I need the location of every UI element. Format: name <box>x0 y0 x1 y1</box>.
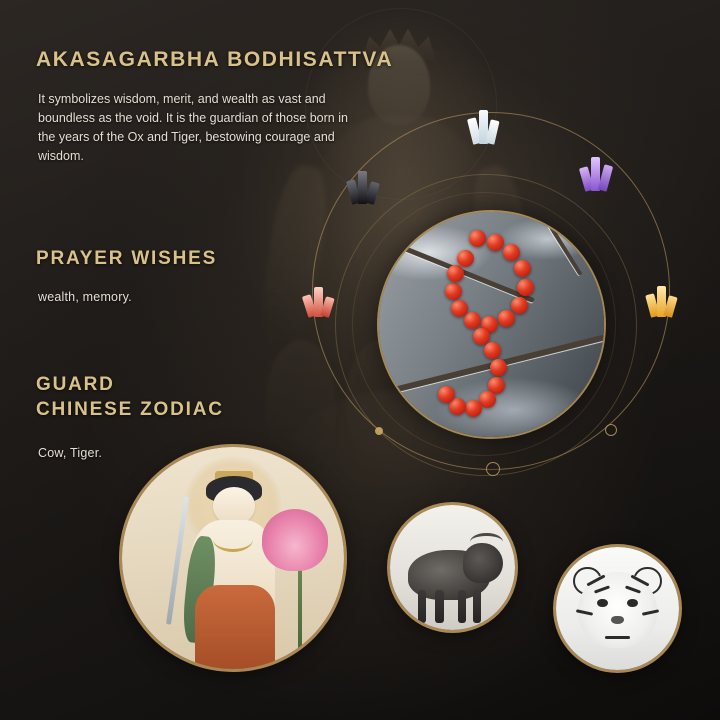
prayer-wishes-title: PRAYER WISHES <box>36 248 218 269</box>
orbit-node-dot <box>486 462 500 476</box>
guard-title-line2: CHINESE ZODIAC <box>36 399 224 420</box>
prayer-wishes-value: wealth, memory. <box>38 290 132 304</box>
amethyst-cluster-icon <box>579 155 619 195</box>
section-title-akasagarbha <box>36 48 436 72</box>
guard-title-line1: GUARD <box>36 374 115 395</box>
clear-quartz-cluster-icon <box>466 108 506 148</box>
tiger-photo[interactable] <box>556 547 679 670</box>
main-product-photo[interactable] <box>379 212 604 437</box>
guard-zodiac-value: Cow, Tiger. <box>38 446 103 460</box>
section-title-prayer-wishes <box>36 246 217 271</box>
bodhisattva-artwork <box>122 447 344 669</box>
akasagarbha-title: AKASAGARBHA BODHISATTVA <box>36 48 394 71</box>
akasagarbha-description: It symbolizes wisdom, merit, and wealth as vast and boundless as the void. It is the guardian of those born in the years of the Ox and Tiger, bestowing courage and wisdom. <box>38 92 348 163</box>
ox-photo[interactable] <box>390 505 515 630</box>
bead-strand <box>435 230 553 420</box>
black-tourmaline-cluster-icon <box>345 168 385 208</box>
left-arm-shape <box>253 162 334 358</box>
bodhisattva-photo[interactable] <box>122 447 344 669</box>
section-title-guard-zodiac <box>36 372 224 422</box>
lotus-petal <box>266 340 336 460</box>
citrine-cluster-icon <box>645 281 685 321</box>
ox-artwork <box>390 505 515 630</box>
tiger-artwork <box>556 547 679 670</box>
